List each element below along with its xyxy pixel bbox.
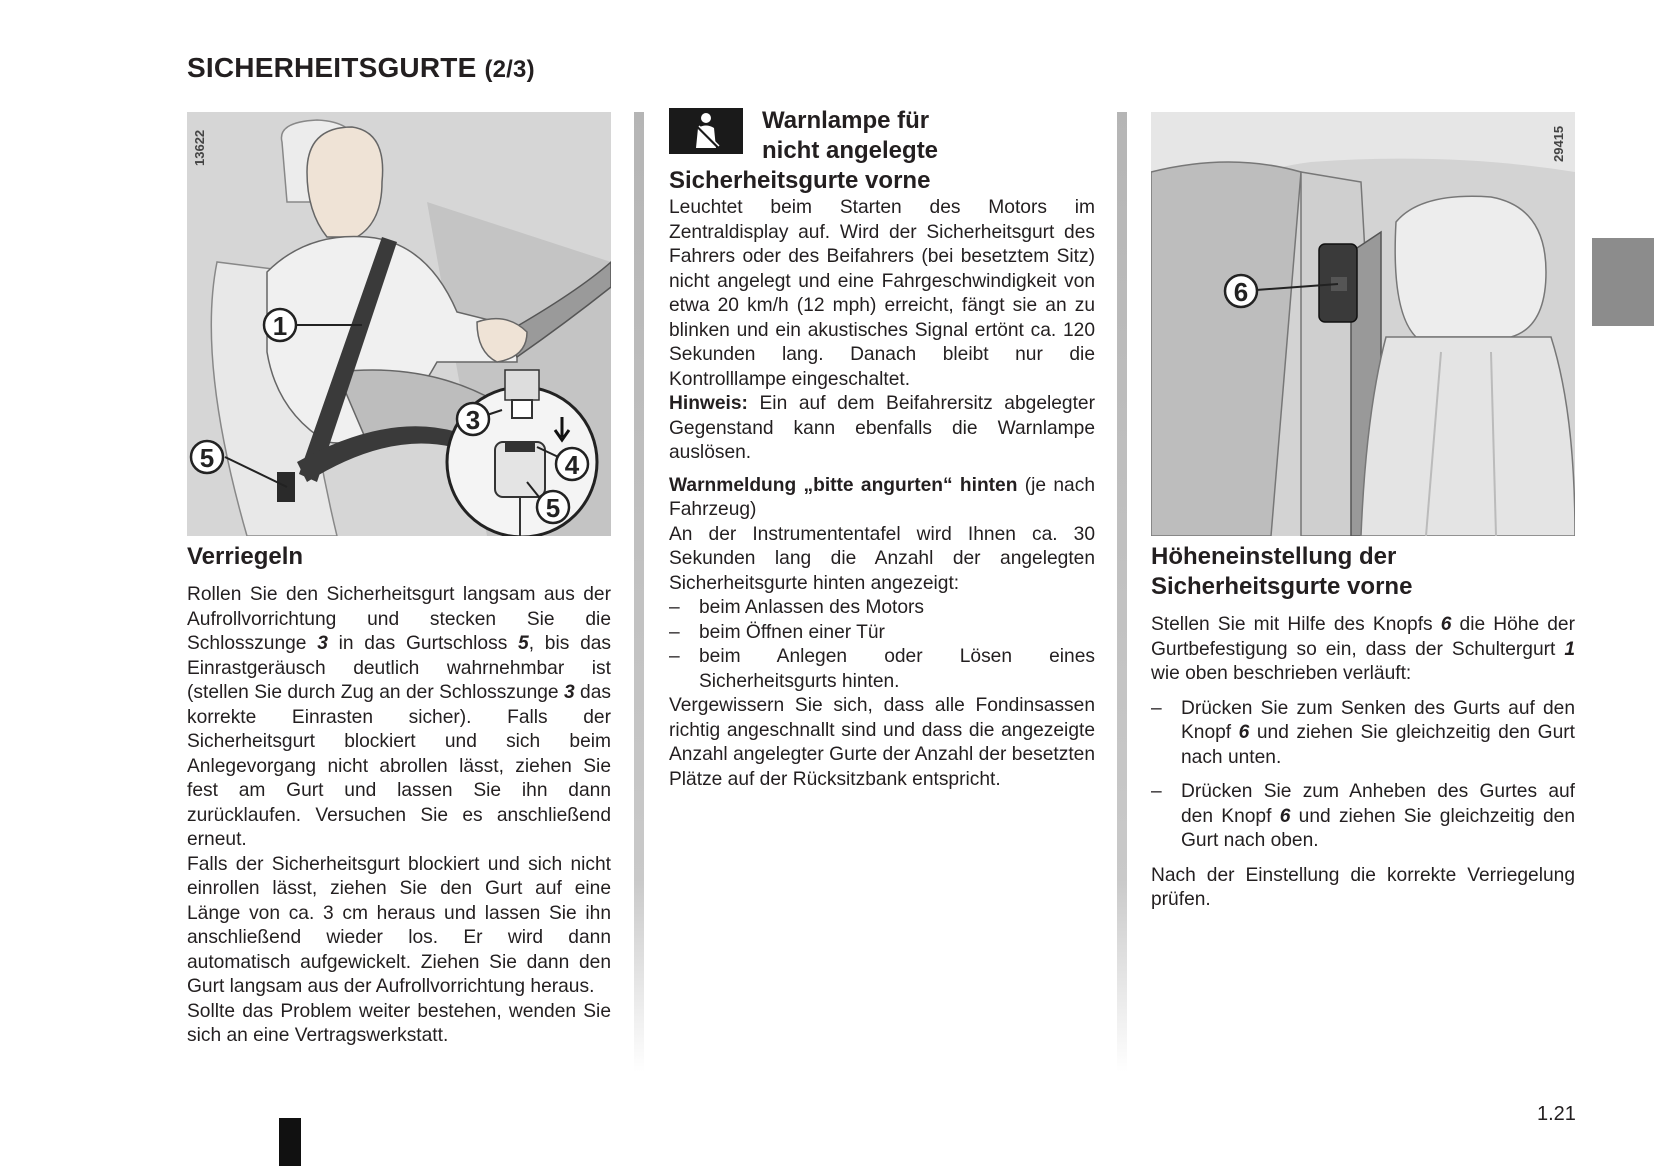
seatbelt-warning-icon xyxy=(669,108,743,154)
instruction-list xyxy=(1151,697,1575,854)
paragraph: Stellen Sie mit Hilfe des Knopfs 6 die Höhe der Gurtbefestigung so ein, dass der Schultergurt 1 wie oben beschrieben verläuft: xyxy=(1151,614,1575,684)
seatbelt-fastening-drawing xyxy=(187,112,611,536)
paragraph: An der Instrumententafel wird Ihnen ca. 30 Sekunden lang die Anzahl der angelegten Sicherheitsgurte hinten angezeigt: xyxy=(669,523,1095,594)
callout-5 xyxy=(191,441,223,473)
svg-text:4: 4 xyxy=(564,450,580,480)
column-divider xyxy=(1117,112,1127,1072)
seatbelt-fastening-illustration xyxy=(187,112,611,536)
belt-height-adjuster-illustration xyxy=(1151,112,1575,536)
paragraph: Vergewissern Sie sich, dass alle Fondinsassen richtig angeschnallt sind und dass die angezeigte Anzahl angelegter Gurte der Anzahl der besetzten Plätze auf der Rücksitzbank entspricht. xyxy=(669,695,1095,790)
figure-id: 13622 xyxy=(192,129,207,166)
callout-3 xyxy=(457,403,489,435)
list-item: – beim Anlassen des Motors xyxy=(669,596,1095,621)
figure-id: 29415 xyxy=(1551,125,1566,162)
page-number: 1.21 xyxy=(1537,1103,1576,1125)
left-column xyxy=(187,542,611,1049)
paragraph: Rollen Sie den Sicherheitsgurt langsam aus der Aufrollvorrichtung und stecken Sie die Schlosszunge 3 in das Gurtschloss 5, bis das Einrastgeräusch deutlich wahrnehmbar ist (stellen Sie durch Zug an der Schlosszunge 3 das korrekte Einrasten sicher). Falls der Sicherheitsgurt blockiert und sich beim Anlegevorgang nicht abrollen lässt, ziehen Sie fest am Gurt und lassen Sie ihn dann zurücklaufen. Versuchen Sie es anschließend erneut. xyxy=(187,584,612,850)
footer-bar xyxy=(279,1118,301,1166)
callout-1 xyxy=(264,309,296,341)
middle-column xyxy=(669,166,1095,792)
list-item: – beim Anlegen oder Lösen eines Sicherheitsgurts hinten. xyxy=(669,645,1095,694)
condition-list xyxy=(669,596,1095,694)
belt-adjuster-drawing xyxy=(1151,112,1575,536)
section-heading-verriegeln: Verriegeln xyxy=(187,543,304,570)
list-item: – beim Öffnen einer Tür xyxy=(669,621,1095,646)
list-item: – Drücken Sie zum Senken des Gurts auf den Knopf 6 und ziehen Sie gleichzeitig den Gurt nach unten. xyxy=(1151,697,1575,771)
callout-5 xyxy=(537,491,569,523)
section-heading-hoeheneinstellung xyxy=(1151,542,1575,602)
paragraph: Sollte das Problem weiter bestehen, wenden Sie sich an eine Vertragswerkstatt. xyxy=(187,1000,611,1046)
callout-6 xyxy=(1225,275,1257,307)
heading-line: Höheneinstellung der xyxy=(1151,543,1397,570)
page-title xyxy=(187,52,535,84)
svg-text:3: 3 xyxy=(465,405,481,435)
svg-text:5: 5 xyxy=(545,493,561,523)
right-column xyxy=(1151,542,1575,913)
warning-message-paragraph: Warnmeldung „bitte angurten“ hinten (je nach Fahrzeug) xyxy=(669,474,1095,520)
heading-line: Warnlampe für xyxy=(762,107,930,134)
page-title-suffix: (2/3) xyxy=(484,56,535,83)
section-heading-warnlampe: Sicherheitsgurte vorne xyxy=(669,167,931,194)
column-divider xyxy=(634,112,644,1072)
warning-heading xyxy=(762,106,938,166)
section-tab xyxy=(1592,238,1654,326)
paragraph: Falls der Sicherheitsgurt blockiert und sich nicht einrollen lässt, ziehen Sie den Gurt auf eine Länge von ca. 3 cm heraus und lassen Sie ihn anschließend wieder los. Er wird dann automatisch aufgewickelt. Ziehen Sie dann den Gurt langsam aus der Aufrollvorrichtung heraus. xyxy=(187,853,611,997)
paragraph: Leuchtet beim Starten des Motors im Zentraldisplay auf. Wird der Sicherheitsgurt des Fahrers oder des Beifahrers (bei besetztem Sitz) nicht angelegt und eine Fahrgeschwindigkeit von etwa 20 km/h (12 mph) erreicht, fängt sie an zu blinken und ein akustisches Signal ertönt ca. 120 Sekunden lang. Danach bleibt nur die Kontrolllampe eingeschaltet. xyxy=(669,197,1095,390)
note-paragraph: Hinweis: Ein auf dem Beifahrersitz abgelegter Gegenstand kann ebenfalls die Warnlampe auslösen. xyxy=(669,393,1095,463)
callout-4 xyxy=(556,448,588,480)
svg-text:5: 5 xyxy=(199,443,215,473)
list-item: – Drücken Sie zum Anheben des Gurtes auf den Knopf 6 und ziehen Sie gleichzeitig den Gurt nach oben. xyxy=(1151,780,1575,854)
heading-line: nicht angelegte xyxy=(762,137,939,164)
paragraph: Nach der Einstellung die korrekte Verriegelung prüfen. xyxy=(1151,864,1575,910)
page-title-text: SICHERHEITSGURTE xyxy=(187,52,477,83)
heading-line: Sicherheitsgurte vorne xyxy=(1151,573,1413,600)
svg-text:6: 6 xyxy=(1233,277,1249,307)
svg-text:1: 1 xyxy=(272,311,288,341)
